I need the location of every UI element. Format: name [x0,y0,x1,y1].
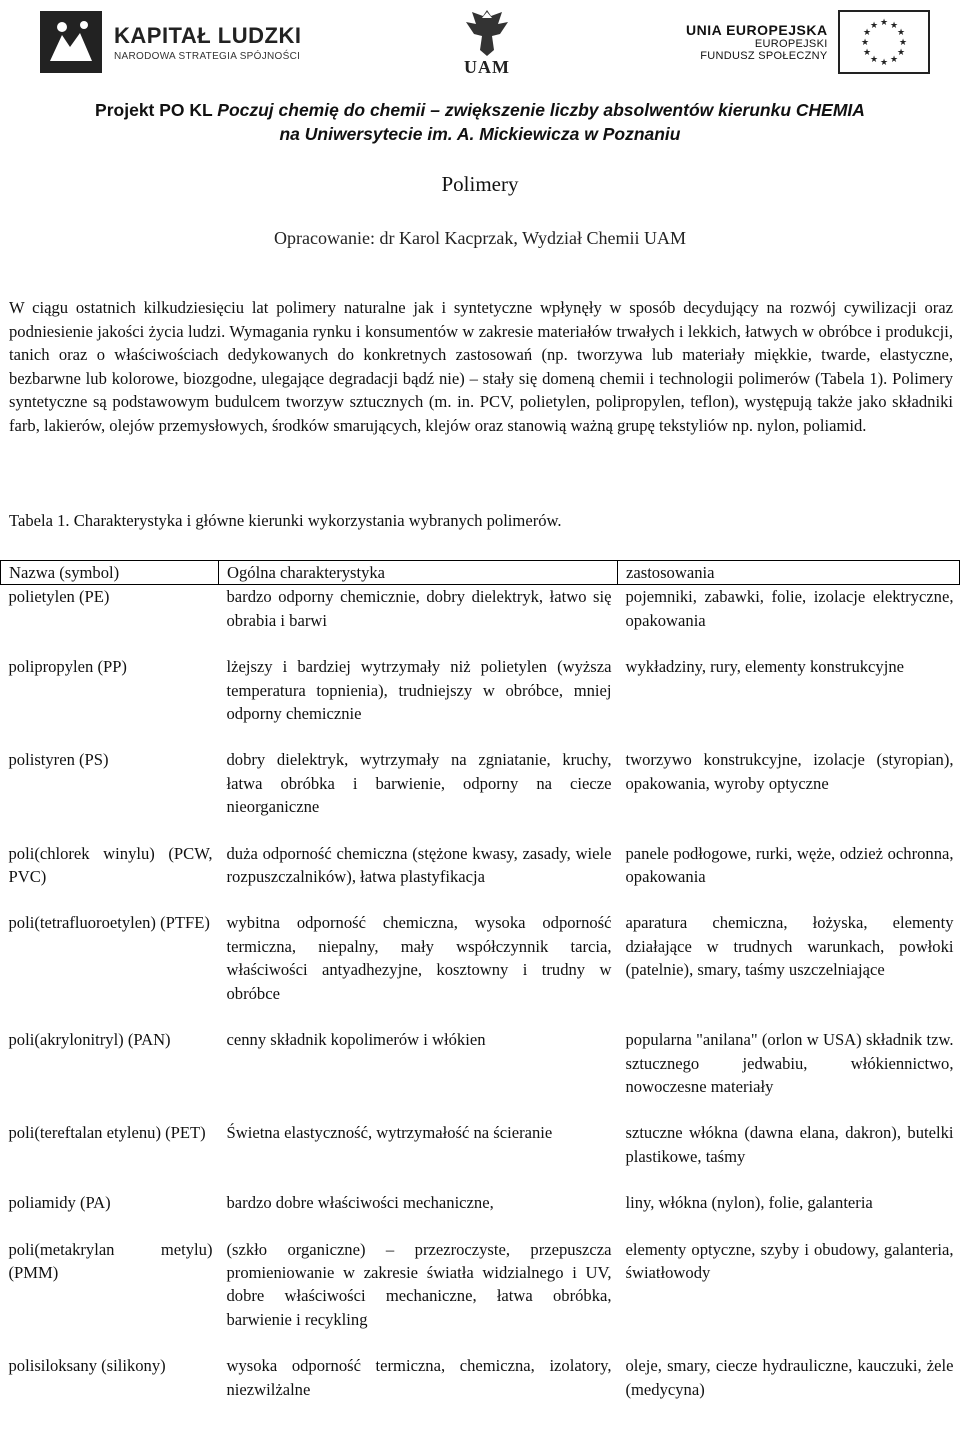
document-title: Polimery [441,172,519,196]
polymer-name-cell: poliamidy (PA) [8,1193,111,1213]
svg-text:★: ★ [879,58,888,68]
polymer-characteristics-cell: bardzo odporny chemicznie, dobry dielektryk, łatwo się obrabia i barwi [226,587,612,630]
polymer-applications-cell: tworzywo konstrukcyjne, izolacje (styropian), opakowania, wyroby optyczne [625,750,954,793]
polymer-name-cell: poli(tetrafluoroetylen) (PTFE) [8,913,210,933]
table-row [1,1191,960,1237]
polymer-name-cell: poli(chlorek winylu) (PCW, PVC) [8,843,213,887]
svg-text:★: ★ [896,28,905,38]
document-author: Opracowanie: dr Karol Kacprzak, Wydział Chemii UAM [274,228,686,248]
table-row [1,585,960,655]
project-line2: na Uniwersytecie im. A. Mickiewicza w Poznaniu [279,124,681,144]
polymer-applications-cell: panele podłogowe, rurki, węże, odzież ochronna, opakowania [625,843,954,887]
polymer-applications-cell: liny, włókna (nylon), folie, galanteria [625,1193,873,1213]
eu-flag-icon [838,10,930,74]
eu-logo [686,10,930,74]
svg-text:★: ★ [889,21,898,31]
polymer-characteristics-cell: wybitna odporność chemiczna, wysoka odporność termiczna, niepalny, mały współczynnik tarcia, właściwości antyadhezyjne, kosztowny i trudny w obróbce [226,913,612,1003]
polymer-characteristics-cell: (szkło organiczne) – przezroczyste, przepuszcza promieniowanie w zakresie światła widzialnego i UV, dobre właściwości mechaniczne, łatwa obróbka, barwienie i recykling [226,1239,612,1329]
polymer-characteristics-cell: dobry dielektryk, wytrzymały na zgniatanie, kruchy, łatwa obróbka i barwienie, odporny na ciecze nieorganiczne [226,750,612,817]
polymer-characteristics-cell: lżejszy i bardziej wytrzymały niż polietylen (wyższa temperatura topnienia), trudniejszy w obróbce, mniej odporny chemicznie [226,657,612,724]
table-row [1,748,960,841]
polymer-characteristics-cell: duża odporność chemiczna (stężone kwasy, zasady, wiele rozpuszczalników), łatwa plastyfikacja [226,843,612,887]
eu-line2: EUROPEJSKI [754,38,828,50]
table-row [1,1028,960,1121]
svg-text:★: ★ [889,55,898,65]
table-row [1,911,960,1028]
svg-text:★: ★ [862,48,871,58]
polymer-applications-cell: elementy optyczne, szyby i obudowy, galanteria, światłowody [625,1239,954,1282]
kapital-ludzki-logo [40,6,301,78]
svg-text:★: ★ [869,21,878,31]
project-line1-italic: Poczuj chemię do chemii – zwiększenie liczby absolwentów kierunku CHEMIA [217,100,865,120]
svg-text:★: ★ [860,38,869,48]
polymer-characteristics-cell: bardzo dobre właściwości mechaniczne, [226,1193,494,1213]
polymer-applications-cell: sztuczne włókna (dawna elana, dakron), butelki plastikowe, taśmy [625,1123,954,1166]
svg-text:★: ★ [896,48,905,58]
header-logos [0,0,960,92]
table-header-row [1,561,960,585]
polymer-name-cell: poli(tereftalan etylenu) (PET) [8,1123,206,1143]
intro-text: W ciągu ostatnich kilkudziesięciu lat polimery naturalne jak i syntetyczne wpłynęły w sposób decydujący na rozwój cywilizacji oraz podniesienie jakości życia ludzi. Wymagania rynku i konsumentów w zakresie materiałów trwałych i lekkich, łatwych w obróbce i produkcji, tanich oraz o właściwościach dedykowanych do konkretnych zastosowań (np. tworzywa lub materiały miękkie, twarde, elastyczne, bezbarwne lub kolorowe, biozgodne, ulegające degradacji bądź nie) – stały się domeną chemii i technologii polimerów (Tabela 1). Polimery syntetyczne są podstawowym budulcem tworzyw sztucznych (m. in. PCV, polietylen, polipropylen, teflon), występują także jako składniki farb, lakierów, olejów przemysłowych, środków smarujących, klejów oraz stanowią ważną grupę tekstyliów np. nylon, poliamid. [9,298,953,435]
uam-logo [452,6,522,78]
polymer-name-cell: polietylen (PE) [8,587,110,607]
polymer-table [0,560,960,1424]
svg-text:★: ★ [862,28,871,38]
eu-line3: FUNDUSZ SPOŁECZNY [700,50,828,62]
kl-subtitle: NARODOWA STRATEGIA SPÓJNOŚCI [114,50,301,62]
svg-text:★: ★ [898,38,907,48]
table-row [1,1354,960,1424]
header-characteristics: Ogólna charakterystyka [219,561,618,585]
header-applications: zastosowania [618,561,960,585]
table-row [1,1121,960,1191]
project-line1-prefix: Projekt PO KL [95,100,218,120]
project-title [0,98,960,146]
polymer-applications-cell: wykładziny, rury, elementy konstrukcyjne [625,657,904,677]
polymer-name-cell: poli(metakrylan metylu) (PMM) [8,1239,213,1282]
polymer-name-cell: poli(akrylonitryl) (PAN) [8,1030,171,1050]
kapital-ludzki-emblem-icon [40,11,102,73]
polymer-applications-cell: oleje, smary, ciecze hydrauliczne, kauczuki, żele (medycyna) [625,1356,954,1399]
polymer-applications-cell: popularna "anilana" (orlon w USA) składnik tzw. sztucznego jedwabiu, włókiennictwo, nowoczesne materiały [625,1030,954,1096]
intro-paragraph [9,296,953,437]
polymer-name-cell: polipropylen (PP) [8,657,127,677]
polymer-name-cell: polisiloksany (silikony) [8,1356,166,1376]
polymer-characteristics-cell: cenny składnik kopolimerów i włókien [226,1030,486,1050]
svg-text:★: ★ [869,55,878,65]
uam-label: UAM [464,57,510,77]
table-row [1,655,960,748]
table-caption: Tabela 1. Charakterystyka i główne kierunki wykorzystania wybranych polimerów. [9,511,562,530]
polymer-characteristics-cell: wysoka odporność termiczna, chemiczna, izolatory, niezwilżalne [226,1356,612,1399]
eu-line1: UNIA EUROPEJSKA [686,22,828,38]
polymer-name-cell: polistyren (PS) [8,750,109,770]
table-row [1,842,960,912]
eagle-icon [462,6,512,58]
table-row [1,1238,960,1355]
polymer-applications-cell: pojemniki, zabawki, folie, izolacje elektryczne, opakowania [625,587,954,630]
polymer-applications-cell: aparatura chemiczna, łożyska, elementy działające w trudnych warunkach, powłoki (patelnie), smary, taśmy uszczelniające [625,913,954,980]
header-name: Nazwa (symbol) [1,561,219,585]
kl-title: KAPITAŁ LUDZKI [114,22,302,48]
polymer-characteristics-cell: Świetna elastyczność, wytrzymałość na ścieranie [226,1123,553,1143]
svg-text:★: ★ [879,18,888,28]
